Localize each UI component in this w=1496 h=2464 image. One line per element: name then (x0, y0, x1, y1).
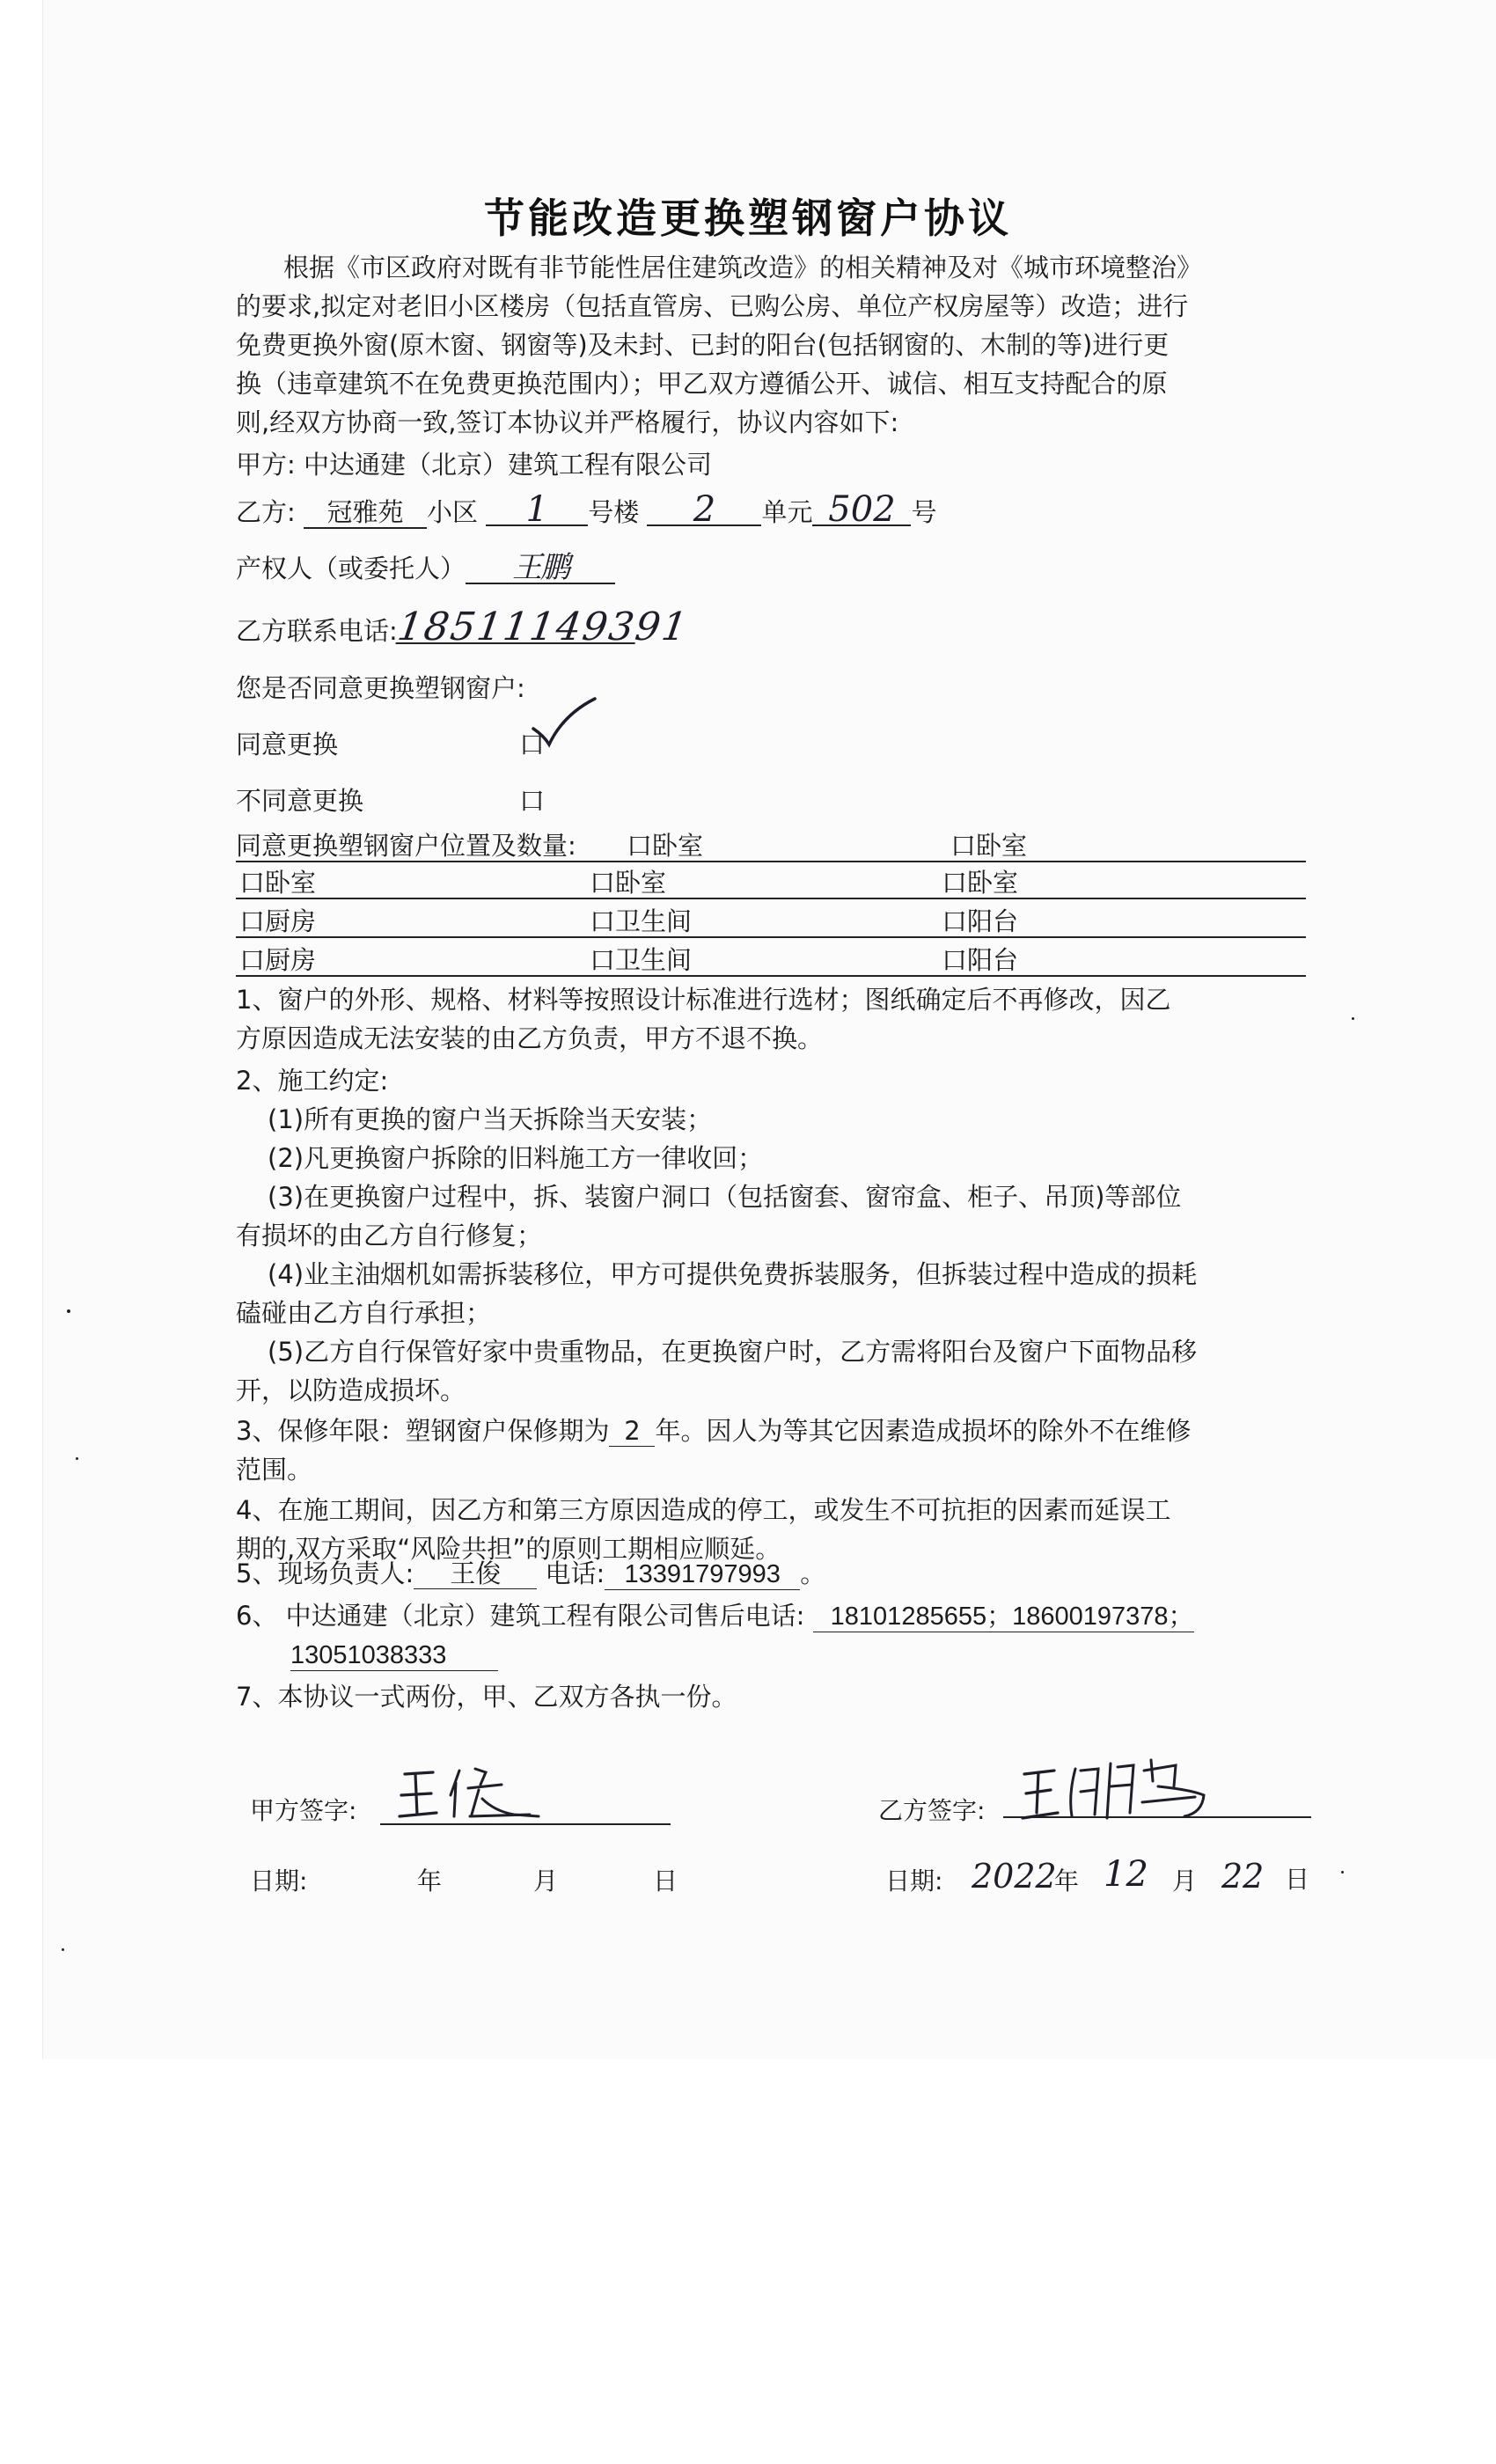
party-a-date-label: 日期: (250, 1866, 308, 1896)
party-a-row (236, 449, 712, 480)
term-1-line-1: 1、窗户的外形、规格、材料等按照设计标准进行选材；图纸确定后不再修改，因乙 (236, 985, 1171, 1015)
party-a-sign-label: 甲方签字: (250, 1796, 357, 1825)
term-1-line-2: 方原因造成无法安装的由乙方负责，甲方不退不换。 (236, 1023, 824, 1053)
unit-suffix: 单元 (761, 497, 813, 527)
term-2-5-line-2: 开，以防造成损坏。 (236, 1375, 466, 1405)
party-a-month-label: 月 (533, 1866, 559, 1896)
site-manager-label: 5、现场负责人: (236, 1558, 414, 1588)
term-2-4-line-2: 磕碰由乙方自行承担； (236, 1298, 492, 1328)
term-6-line-2 (290, 1639, 498, 1671)
community-suffix: 小区 (427, 497, 479, 527)
term-2-3-line-1: (3)在更换窗户过程中，拆、装窗户洞口（包括窗套、窗帘盒、柜子、吊顶)等部位 (268, 1182, 1182, 1212)
community-field: 冠雅苑 (304, 497, 427, 529)
grid-line (236, 936, 1306, 938)
party-b-row (236, 489, 937, 530)
term-2-3-line-2: 有损坏的由乙方自行修复； (236, 1221, 543, 1250)
building-suffix: 号楼 (588, 497, 640, 527)
agree-checkbox[interactable]: 口 (519, 730, 546, 759)
intro-line-3: 免费更换外窗(原木窗、钢窗等)及未封、已封的阳台(包括钢窗的、木制的等)进行更 (236, 330, 1170, 360)
party-b-label: 乙方: (236, 497, 296, 527)
term-7: 7、本协议一式两份，甲、乙双方各执一份。 (236, 1682, 737, 1712)
party-b-sign-label: 乙方签字: (878, 1796, 986, 1825)
unit-field: 2 (647, 495, 761, 526)
after-sales-phones: 18101285655；18600197378； (813, 1602, 1194, 1632)
term-3-suffix: 年。因人为等其它因素造成损坏的除外不在维修 (655, 1416, 1192, 1446)
term-2-2: (2)凡更换窗户拆除的旧料施工方一律收回； (268, 1143, 764, 1173)
intro-line-5: 则,经双方协商一致,签订本协议并严格履行，协议内容如下: (236, 407, 899, 437)
position-item[interactable]: 口卧室 (590, 868, 667, 898)
term-5-content (236, 1558, 825, 1590)
party-b-signature (1019, 1751, 1239, 1830)
position-item[interactable]: 口阳台 (942, 906, 1019, 936)
term-6-line-1 (236, 1600, 1194, 1632)
grid-line (236, 975, 1306, 977)
position-item[interactable]: 口卧室 (942, 868, 1019, 898)
owner-row (236, 550, 615, 585)
intro-line-4: 换（违章建筑不在免费更换范围内）；甲乙双方遵循公开、诚信、相互支持配合的原 (236, 369, 1168, 399)
consent-question: 您是否同意更换塑钢窗户: (236, 673, 525, 703)
after-sales-phone-3: 13051038333 (290, 1640, 498, 1671)
party-b-year-value: 2022 (972, 1857, 1057, 1896)
position-item[interactable]: 口卫生间 (590, 945, 693, 975)
position-item[interactable]: 口阳台 (942, 945, 1019, 975)
scan-speck (1352, 1017, 1354, 1020)
term-4-line-2: 期的,双方采取“风险共担”的原则工期相应顺延。 (236, 1534, 781, 1564)
term-3-line-1 (236, 1415, 1191, 1447)
scan-speck (76, 1457, 78, 1460)
check-mark-icon (528, 695, 598, 748)
phone-label: 乙方联系电话: (236, 616, 398, 646)
position-item[interactable]: 口卧室 (627, 831, 704, 861)
position-item[interactable]: 口卧室 (239, 868, 317, 898)
party-b-day-label: 日 (1285, 1865, 1310, 1894)
scan-speck (1341, 1871, 1344, 1874)
term-2-4-line-1: (4)业主油烟机如需拆装移位，甲方可提供免费拆装服务，但拆装过程中造成的损耗 (268, 1259, 1198, 1289)
intro-line-2: 的要求,拟定对老旧小区楼房（包括直管房、已购公房、单位产权房屋等）改造；进行 (236, 291, 1189, 321)
positions-label: 同意更换塑钢窗户位置及数量: (236, 831, 576, 861)
agree-label: 同意更换 (236, 730, 339, 759)
grid-line (236, 898, 1306, 899)
site-manager-name: 王俊 (414, 1558, 537, 1589)
warranty-years: 2 (609, 1416, 655, 1447)
term-2-5-line-1: (5)乙方自行保管好家中贵重物品，在更换窗户时，乙方需将阳台及窗户下面物品移 (268, 1337, 1198, 1367)
term-3-line-2: 范围。 (236, 1455, 313, 1485)
document-title: 节能改造更换塑钢窗户协议 (484, 194, 1012, 242)
party-a-year-label: 年 (417, 1866, 443, 1896)
disagree-label: 不同意更换 (236, 786, 364, 816)
after-sales-label: 6、 中达通建（北京）建筑工程有限公司售后电话: (236, 1601, 805, 1631)
party-b-day-value: 22 (1221, 1857, 1265, 1896)
site-phone-label: 电话: (545, 1558, 605, 1588)
party-b-year-label: 年 (1054, 1866, 1080, 1896)
intro-line-1: 根据《市区政府对既有非节能性居住建筑改造》的相关精神及对《城市环境整治》 (283, 253, 1203, 282)
position-item[interactable]: 口卫生间 (590, 906, 693, 936)
site-phone-end: 。 (800, 1558, 826, 1588)
position-item[interactable]: 口厨房 (239, 945, 317, 975)
party-b-month-label: 月 (1172, 1866, 1198, 1896)
party-a-label: 甲方: (236, 450, 296, 480)
site-phone-value: 13391797993 (605, 1559, 800, 1590)
phone-row (236, 605, 692, 649)
room-suffix: 号 (911, 497, 937, 527)
grid-line (236, 861, 1306, 862)
owner-signature: 王鹏 (466, 553, 615, 584)
position-item[interactable]: 口卧室 (950, 831, 1028, 861)
building-field: 1 (486, 495, 588, 526)
disagree-checkbox[interactable]: 口 (519, 786, 546, 816)
room-field: 502 (812, 495, 911, 526)
party-a-name: 中达通建（北京）建筑工程有限公司 (304, 450, 713, 480)
term-2-1: (1)所有更换的窗户当天拆除当天安装； (268, 1104, 713, 1134)
term-3-prefix: 3、保修年限：塑钢窗户保修期为 (236, 1416, 610, 1446)
term-4-line-1: 4、在施工期间，因乙方和第三方原因造成的停工，或发生不可抗拒的因素而延误工 (236, 1495, 1171, 1525)
party-b-date-label: 日期: (885, 1866, 943, 1896)
party-b-month-value: 12 (1104, 1854, 1148, 1895)
term-2-heading: 2、施工约定: (236, 1066, 389, 1096)
scan-speck (67, 1309, 70, 1313)
party-a-signature (398, 1764, 547, 1825)
phone-value: 18511149391 (394, 605, 692, 649)
position-item[interactable]: 口厨房 (239, 906, 317, 936)
party-a-day-label: 日 (653, 1866, 678, 1896)
scan-speck (62, 1948, 64, 1951)
owner-label: 产权人（或委托人） (236, 554, 466, 583)
